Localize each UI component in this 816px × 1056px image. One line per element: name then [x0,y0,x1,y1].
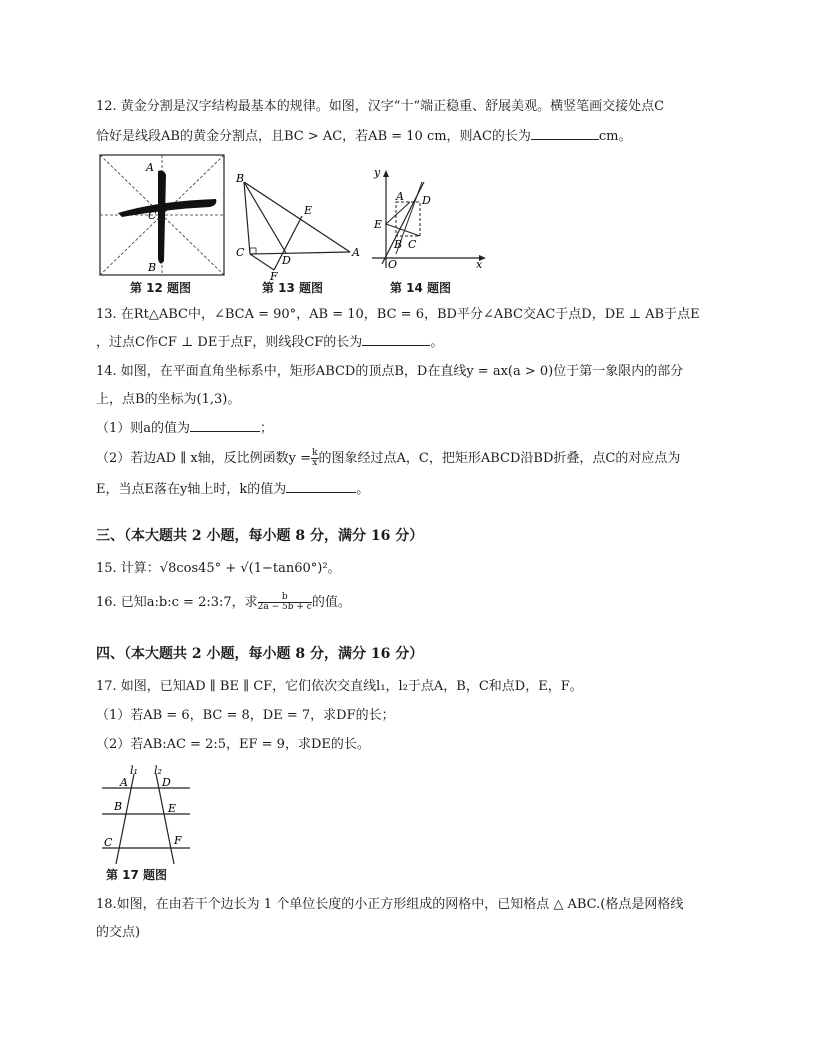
q14-sub2-line2 [96,480,369,499]
fig12-label-a: A [146,161,154,174]
fig12-label-b: B [148,261,157,274]
fig17-label-c: C [104,836,113,849]
fig17-label-f: F [174,834,182,847]
q14-sub2-end: 。 [356,482,370,497]
q13-line2 [96,333,443,352]
q15-line: 15. 计算：√8cos45° + √(1−tan60°)²。 [96,561,341,576]
q13-line1: 13. 在Rt△ABC中，∠BCA = 90°，AB = 10，BC = 6，BD平分∠ABC交AC于点D，DE ⊥ AB于点E [96,307,700,322]
fig14-label-o: O [388,258,398,271]
q12-line2 [96,127,632,146]
fig17-label-a: A [120,776,128,789]
figure-17-parallel-lines [98,764,198,868]
fig13-label-e: E [304,204,313,217]
fig14-label-x: x [476,258,483,271]
fig14-label-c: C [408,238,417,251]
q14-line1: 14. 如图，在平面直角坐标系中，矩形ABCD的顶点B，D在直线y = ax(a > 0)位于第一象限内的部分 [96,364,684,379]
fig14-label-a: A [396,190,404,203]
section-3-heading: 三、（本大题共 2 小题，每小题 8 分，满分 16 分） [96,528,424,544]
fig17-label-d: D [162,776,171,789]
q16-frac-den: 2a − 5b + c [257,602,312,612]
q14-sub2-text-c: E，当点E落在y轴上时，k的值为 [96,482,287,497]
fig12-label-c: C [148,209,157,222]
q12-text-b: cm。 [598,129,632,144]
figure-13-caption: 第 13 题图 [262,281,324,295]
figure-14-caption: 第 14 题图 [390,281,452,295]
q13-text-b: 。 [430,335,444,350]
q13-text-a: ，过点C作CF ⊥ DE于点F，则线段CF的长为 [96,335,363,350]
q17-sub2: （2）若AB:AC = 2:5，EF = 9，求DE的长。 [96,737,370,752]
figure-17-caption: 第 17 题图 [106,868,168,882]
q16-frac-num: b [258,593,312,603]
fig13-label-b: B [236,172,245,185]
q16-fraction [258,593,312,612]
figure-12-character [98,153,228,277]
q14-sub2 [96,449,680,468]
q18-line2: 的交点) [96,925,141,940]
q14-sub2-text: （2）若边AD ∥ x轴，反比例函数y = [96,451,312,466]
fig17-label-b: B [114,800,123,813]
fig14-label-y: y [374,168,381,179]
q17-line1: 17. 如图，已知AD ∥ BE ∥ CF，它们依次交直线l₁，l₂于点A，B，C和点D，E，F。 [96,679,583,694]
figure-12-caption: 第 12 题图 [130,281,192,295]
q14-sub1-text: （1）则a的值为 [96,421,191,436]
fig13-label-f: F [270,270,278,282]
section-4-heading: 四、（本大题共 2 小题，每小题 8 分，满分 16 分） [96,646,424,662]
fig13-label-d: D [282,254,291,267]
fig13-label-c: C [236,246,245,259]
figure-13-triangle [234,170,364,282]
fig14-label-e: E [374,218,383,231]
q17-sub1: （1）若AB = 6，BC = 8，DE = 7，求DF的长； [96,708,395,723]
q14-line2: 上，点B的坐标为(1,3)。 [96,392,241,407]
q12-text-a: 恰好是线段AB的黄金分割点，且BC > AC，若AB = 10 cm，则AC的长为 [96,129,531,144]
q14-fraction [311,449,318,468]
q16-line [96,593,351,612]
q14-frac-num: k [312,448,318,458]
q14-frac-den: x [312,458,318,468]
q13-answer-blank[interactable] [362,333,430,346]
q18-line1: 18.如图，在由若干个边长为 1 个单位长度的小正方形组成的网格中，已知格点 △ ABC.(格点是网格线 [96,897,684,912]
q14-sub1-end: ； [260,421,274,436]
q12-answer-blank[interactable] [531,127,599,140]
q12-line1: 12. 黄金分割是汉字结构最基本的规律。如图，汉字“十”端正稳重、舒展美观。横竖笔画交接处点C [96,99,665,114]
fig17-label-l1: l₁ [130,764,138,777]
fig17-label-e: E [168,802,177,815]
fig14-label-d: D [422,194,431,207]
fig17-label-l2: l₂ [154,764,162,777]
q14-sub1 [96,419,273,438]
q16-text-a: 16. 已知a:b:c = 2:3:7，求 [96,595,258,610]
q14-sub2-text-b: 的图象经过点A，C，把矩形ABCD沿BD折叠，点C的对应点为 [318,451,681,466]
figure-14-coordinate [366,168,490,276]
q14-answer-blank-2[interactable] [286,480,356,493]
q16-text-b: 的值。 [311,595,351,610]
fig13-label-a: A [352,246,360,259]
fig14-label-b: B [394,238,403,251]
q14-answer-blank-1[interactable] [190,419,260,432]
